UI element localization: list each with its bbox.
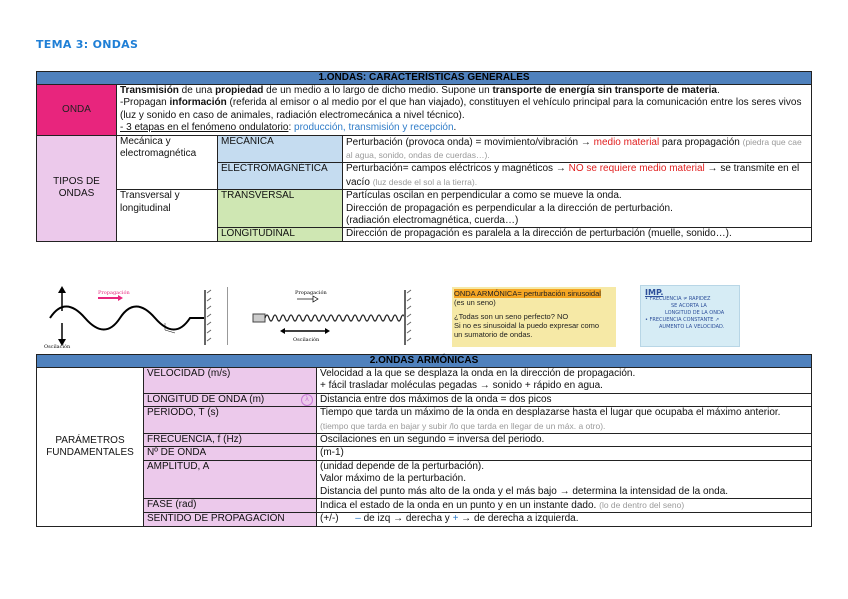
section-header: 1.ONDAS: CARACTERÍSTICAS GENERALES <box>37 72 812 85</box>
electromagnetica-label: ELECTROMAGNÉTICA <box>218 163 343 190</box>
param-sentido-desc: (+/-) – de izq → derecha y + → de derecha a izquierda. <box>317 513 812 526</box>
param-longitud: LONGITUD DE ONDA (m) λ <box>144 393 317 406</box>
propagation-label: Propagación <box>98 290 130 296</box>
longitudinal-label: LONGITUDINAL <box>218 228 343 241</box>
param-frecuencia-desc: Oscilaciones en un segundo = inversa del periodo. <box>317 434 812 447</box>
imp-card: IMP. • FRECUENCIA ≠ RAPIDEZ SE ACORTA LA LONGITUD DE LA ONDA • FRECUENCIA CONSTANTE ↗ AUMENTO LA VELOCIDAD. <box>640 285 740 347</box>
longitudinal-desc: Dirección de propagación es paralela a la dirección de perturbación (muelle, sonido…). <box>343 228 812 241</box>
table-ondas-armonicas <box>36 354 812 527</box>
oscillation-label-2: Oscilación <box>293 337 320 343</box>
transverse-wave-figure <box>40 285 215 350</box>
divider <box>227 287 228 345</box>
param-sentido: SENTIDO DE PROPAGACIÓN <box>144 513 317 526</box>
lambda-icon: λ <box>301 394 313 406</box>
armonica-note: ONDA ARMÓNICA= perturbación sinusoidal (es un seno) ¿Todas son un seno perfecto? NO Si no es sinusoidal la puedo expresar como un sumatorio de ondas. <box>452 287 616 347</box>
wave-curve <box>50 307 205 330</box>
oscillation-label: Oscilación <box>44 344 71 350</box>
transversal-desc: Partículas oscilan en perpendicular a como se mueve la onda. Dirección de propagación es perpendicular a la dirección de perturbación. (radiación electromagnética, cuerda…) <box>343 190 812 228</box>
param-amplitud-desc: (unidad depende de la perturbación). Valor máximo de la perturbación. Distancia del punto más alto de la onda y el más bajo → determina la intensidad de la onda. <box>317 460 812 498</box>
electromagnetica-desc: Perturbación= campos eléctricos y magnéticos → NO se requiere medio material → se transmite en el vacío (luz desde el sol a la tierra). <box>343 163 812 190</box>
param-num-onda-desc: (m-1) <box>317 447 812 460</box>
onda-label: ONDA <box>37 85 117 136</box>
param-velocidad: VELOCIDAD (m/s) <box>144 368 317 394</box>
params-label: PARÁMETROS FUNDAMENTALES <box>37 368 144 527</box>
table-ondas-caracteristicas <box>36 71 812 242</box>
section-header-2: 2.ONDAS ARMÓNICAS <box>37 355 812 368</box>
onda-definition: Transmisión de una propiedad de un medio a lo largo de dicho medio. Supone un transporte de energía sin transporte de materia. -Propagan información (referida al emisor o al medio por el que han viajado), constituyen el vehículo principal para la comunicación entre los seres vivos (luz y sonido en caso de animales, radiación electromecánica a nivel técnico). - 3 etapas en el fenómeno ondulatorio: producción, transmisión y recepción. <box>117 85 812 136</box>
param-num-onda: Nº DE ONDA <box>144 447 317 460</box>
trans-long-label: Transversal y longitudinal <box>117 190 218 242</box>
param-fase-desc: Indica el estado de la onda en un punto y en un instante dado. (lo de dentro del seno) <box>317 499 812 513</box>
mecanica-label: MECÁNICA <box>218 135 343 163</box>
param-frecuencia: FRECUENCIA, f (Hz) <box>144 434 317 447</box>
param-periodo: PERIODO, T (s) <box>144 407 317 434</box>
page-title: TEMA 3: ONDAS <box>36 38 139 51</box>
spring-coil <box>265 315 405 321</box>
param-velocidad-desc: Velocidad a la que se desplaza la onda en la dirección de propagación. + fácil trasladar moléculas pegadas → sonido + rápido en agua. <box>317 368 812 394</box>
propagation-label-2: Propagación <box>295 290 327 296</box>
param-longitud-desc: Distancia entre dos máximos de la onda = dos picos <box>317 393 812 406</box>
transversal-label: TRANSVERSAL <box>218 190 343 228</box>
mec-electro-label: Mecánica y electromagnética <box>117 135 218 190</box>
param-periodo-desc: Tiempo que tarda un máximo de la onda en desplazarse hasta el lugar que ocupaba el máximo anterior. (tiempo que tarda en bajar y subir /lo que tarda en llegar de un máx. a otro). <box>317 407 812 434</box>
param-amplitud: AMPLITUD, A <box>144 460 317 498</box>
tipos-label: TIPOS DE ONDAS <box>37 135 117 241</box>
longitudinal-wave-figure <box>245 285 420 350</box>
param-fase: FASE (rad) <box>144 499 317 513</box>
mecanica-desc: Perturbación (provoca onda) = movimiento/vibración → medio material para propagación (piedra que cae al agua, sonido, ondas de cuerdas…). <box>343 135 812 163</box>
